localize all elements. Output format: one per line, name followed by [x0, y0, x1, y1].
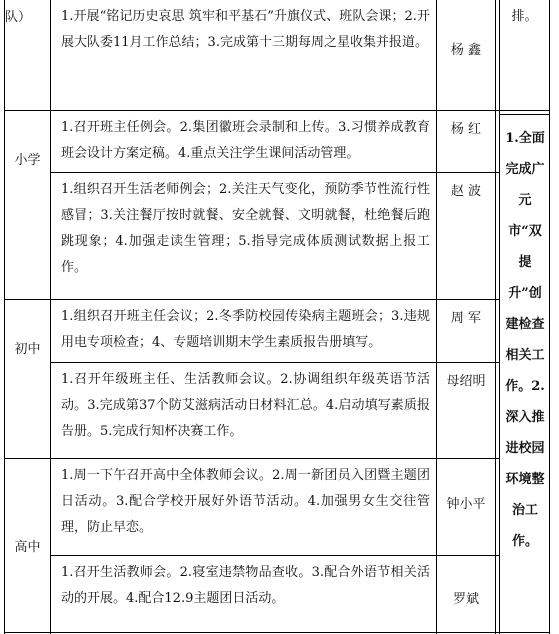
table-border-bottom — [4, 632, 550, 633]
work-content: 1.召开班主任例会。2.集团徽班会录制和上传。3.习惯养成教育班会设计方案定稿。4.重点关注学生课间活动管理。 — [61, 120, 430, 161]
work-content: 1.开展“铭记历史哀思 筑牢和平基石”升旗仪式、班队会课；2.开展大队委11月工作总结；3.完成第十三期每周之星收集并报道。 — [61, 9, 430, 50]
responsible-person: 杨 鑫 — [450, 43, 482, 58]
responsible-person: 钟小平 — [446, 497, 486, 512]
table-border-right — [549, 0, 550, 634]
note-cell-continued: 排。 — [511, 9, 538, 24]
work-content: 1.组织召开班主任会议；2.冬季防校园传染病主题班会；3.违规用电专项检查；4、专题培训期末学生素质报告册填写。 — [61, 309, 430, 350]
level-cell-junior: 初中 — [14, 342, 41, 357]
responsible-person: 赵 波 — [450, 184, 482, 199]
work-content: 1.召开年级班主任、生活教师会议。2.协调组织年级英语节活动。3.完成第37个防艾滋病活动日材料汇总。4.启动填写素质报告册。5.完成行知杯决赛工作。 — [61, 372, 430, 439]
note-cell-tasks: 1.全面完成广元市“双提升”创建检查相关工作。2.深入推进校园环境整治工作。 — [505, 131, 545, 549]
column-divider-person — [495, 0, 496, 634]
responsible-person: 母绍明 — [446, 374, 486, 389]
level-cell-primary: 小学 — [14, 153, 41, 168]
work-content: 1.周一下午召开高中全体教师会议。2.周一新团员入团暨主题团日活动。3.配合学校开展好外语节活动。4.加强男女生交往管理，防止早恋。 — [61, 468, 430, 535]
responsible-person: 罗斌 — [452, 592, 479, 607]
column-divider-person-double — [499, 0, 500, 634]
level-cell-senior: 高中 — [14, 540, 41, 555]
work-content: 1.组织召开生活老师例会；2.关注天气变化，预防季节性流行性感冒；3.关注餐厅按时就餐、安全就餐、文明就餐，杜绝餐后跑跳现象；4.加强走读生管理；5.指导完成体质测试数据上报工作。 — [61, 182, 430, 275]
responsible-person: 周 军 — [450, 311, 482, 326]
level-cell-team: 队） — [5, 9, 32, 25]
work-content: 1.召开生活教师会。2.寝室违禁物品查收。3.配合外语节相关活动的开展。4.配合12.9主题团日活动。 — [61, 565, 430, 606]
responsible-person: 杨 红 — [450, 122, 482, 137]
